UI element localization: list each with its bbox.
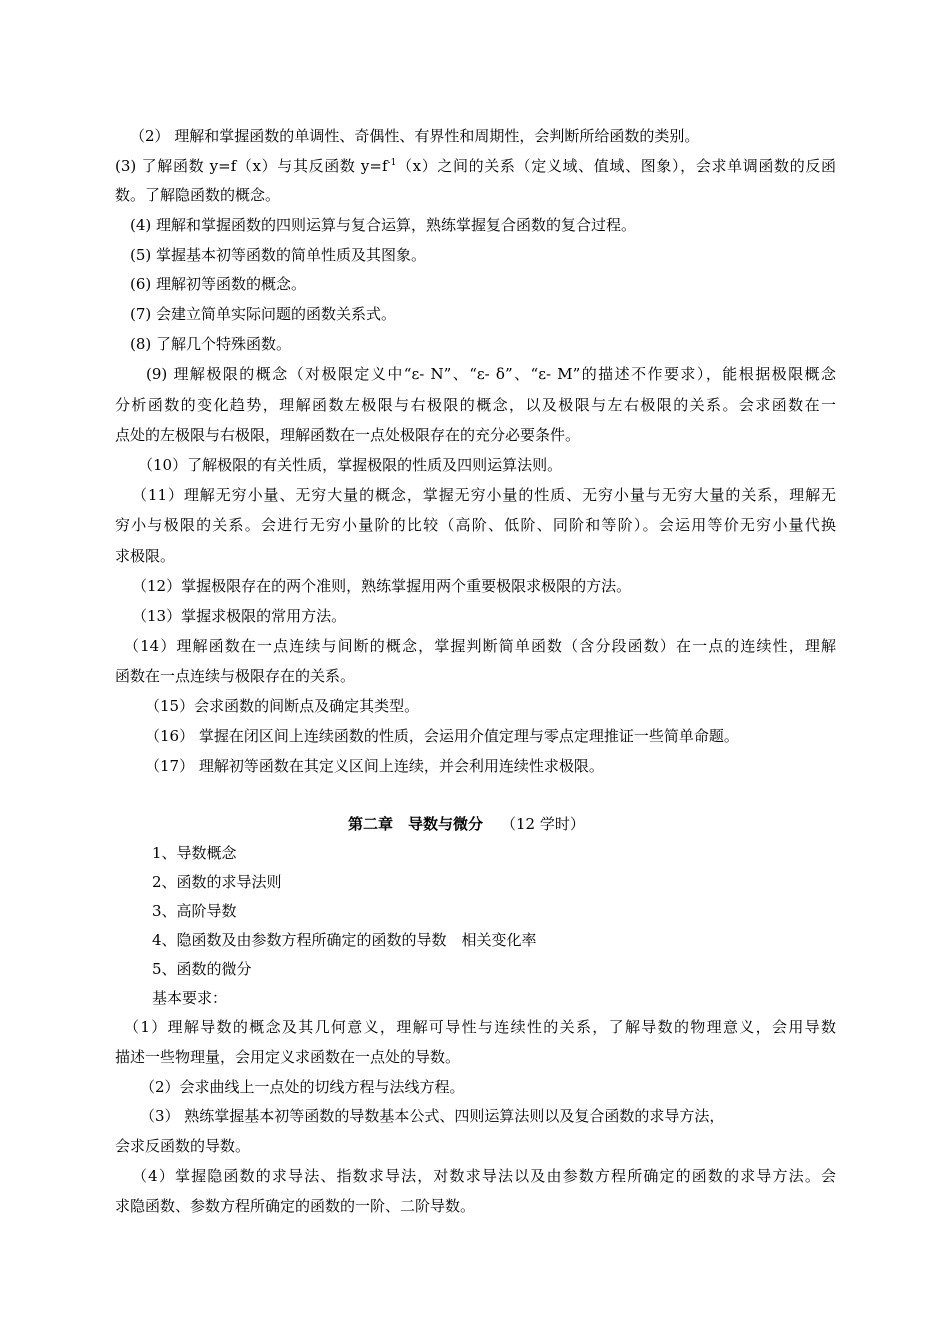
item-10: （10）了解极限的有关性质，掌握极限的性质及四则运算法则。 [138, 456, 563, 474]
item-8: (8) 了解几个特殊函数。 [130, 335, 292, 353]
item-3-line-1 [115, 156, 836, 176]
chapter-2-hours: （12 学时） [501, 815, 585, 833]
item-7: (7) 会建立简单实际问题的函数关系式。 [130, 305, 397, 323]
item-15: （15）会求函数的间断点及确定其类型。 [145, 697, 420, 715]
item-11-line-3: 求极限。 [115, 547, 176, 565]
item-3-text-b: （x）之间的关系（定义域、值域、图象），会求单调函数的反函 [396, 157, 836, 175]
requirements-label: 基本要求： [152, 989, 228, 1007]
chapter-2-title: 第二章 导数与微分 [348, 815, 484, 833]
topic-2: 2、函数的求导法则 [152, 873, 282, 891]
item-2: （2） 理解和掌握函数的单调性、奇偶性、有界性和周期性，会判断所给函数的类别。 [130, 127, 700, 145]
topic-1: 1、导数概念 [152, 844, 237, 862]
item-12: （12）掌握极限存在的两个准则，熟练掌握用两个重要极限求极限的方法。 [132, 577, 632, 595]
item-4: (4) 理解和掌握函数的四则运算与复合运算，熟练掌握复合函数的复合过程。 [130, 216, 637, 234]
item-13: （13）掌握求极限的常用方法。 [132, 607, 347, 625]
req-1-line-2: 描述一些物理量，会用定义求函数在一点处的导数。 [115, 1048, 461, 1066]
item-9-line-3: 点处的左极限与右极限，理解函数在一点处极限存在的充分必要条件。 [115, 426, 581, 444]
req-1-line-1: （1）理解导数的概念及其几何意义，理解可导性与连续性的关系，了解导数的物理意义，会用导数 [124, 1018, 836, 1036]
chapter-2-heading [348, 814, 585, 834]
item-9-line-1: (9) 理解极限的概念（对极限定义中“ε- N”、“ε- δ”、“ε- M”的描述不作要求），能根据极限概念 [146, 365, 836, 383]
topic-5: 5、函数的微分 [152, 960, 252, 978]
item-9-line-2: 分析函数的变化趋势，理解函数左极限与右极限的概念，以及极限与左右极限的关系。会求函数在一 [115, 396, 836, 414]
item-14-line-1: （14）理解函数在一点连续与间断的概念，掌握判断简单函数（含分段函数）在一点的连续性，理解 [124, 637, 836, 655]
topic-4: 4、隐函数及由参数方程所确定的函数的导数 相关变化率 [152, 931, 537, 949]
item-16: （16） 掌握在闭区间上连续函数的性质，会运用介值定理与零点定理推证一些简单命题。 [145, 727, 739, 745]
topic-3: 3、高阶导数 [152, 902, 237, 920]
req-4-line-2: 求隐函数、参数方程所确定的函数的一阶、二阶导数。 [115, 1197, 476, 1215]
item-3-text-a: (3) 了解函数 y=f（x）与其反函数 y=f [115, 157, 388, 175]
req-3-line-2: 会求反函数的导数。 [115, 1137, 251, 1155]
req-3-line-1: （3） 熟练掌握基本初等函数的导数基本公式、四则运算法则以及复合函数的求导方法， [140, 1107, 725, 1125]
inverse-superscript: -1 [387, 158, 397, 168]
item-6: (6) 理解初等函数的概念。 [130, 275, 307, 293]
item-11-line-2: 穷小与极限的关系。会进行无穷小量阶的比较（高阶、低阶、同阶和等阶）。会运用等价无穷小量代换 [115, 516, 836, 534]
item-5: (5) 掌握基本初等函数的简单性质及其图象。 [130, 246, 427, 264]
req-2: （2）会求曲线上一点处的切线方程与法线方程。 [140, 1078, 465, 1096]
item-11-line-1: （11）理解无穷小量、无穷大量的概念，掌握无穷小量的性质、无穷小量与无穷大量的关系，理解无 [132, 486, 836, 504]
item-17: （17） 理解初等函数在其定义区间上连续，并会利用连续性求极限。 [145, 757, 604, 775]
item-3-line-2: 数。了解隐函数的概念。 [115, 186, 281, 204]
item-14-line-2: 函数在一点连续与极限存在的关系。 [115, 667, 356, 685]
req-4-line-1: （4）掌握隐函数的求导法、指数求导法，对数求导法以及由参数方程所确定的函数的求导方法。会 [132, 1167, 836, 1185]
